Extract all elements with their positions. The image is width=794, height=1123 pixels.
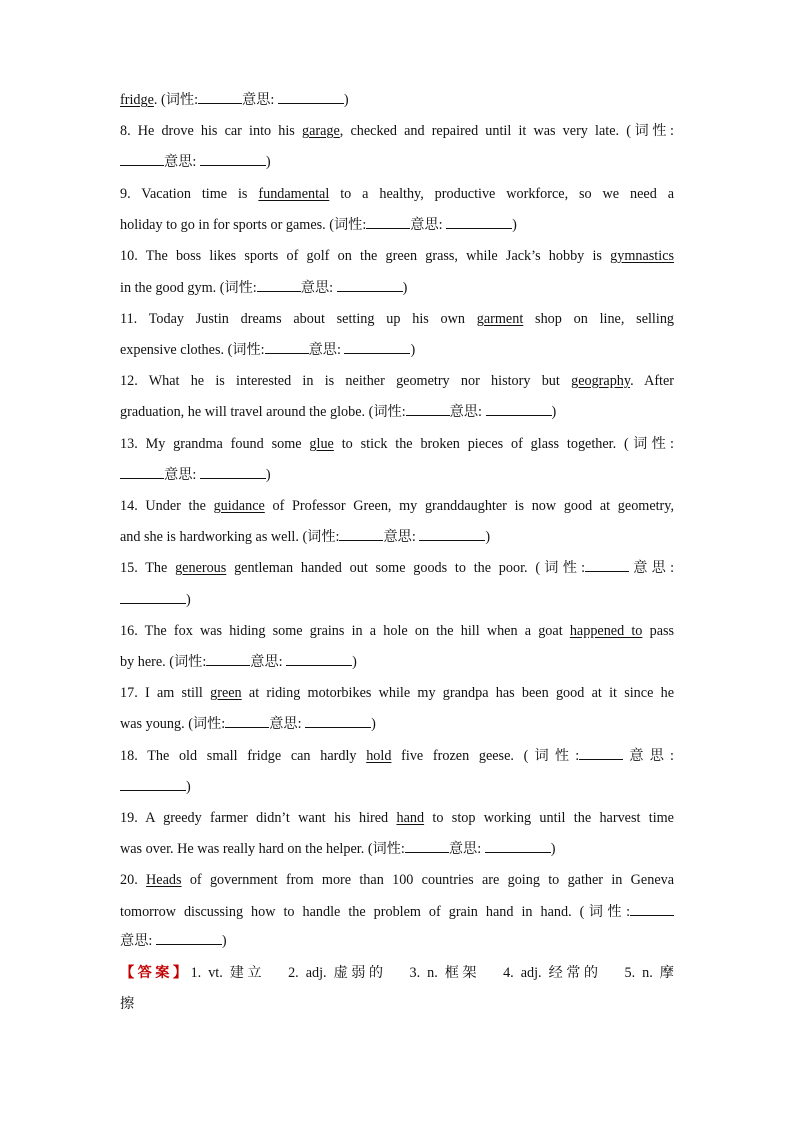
q14-line-1: 14. Under the guidance of Professor Green, my granddaughter is now good at geometry, bbox=[120, 498, 675, 514]
pos-label: (词性: bbox=[160, 92, 199, 108]
pos-label: (词性: bbox=[368, 404, 406, 420]
q8-line-1: 8. He drove his car into his garage, checked and repaired until it was very late. (词性: bbox=[120, 123, 675, 139]
answer-tag: 【答案】 bbox=[120, 965, 191, 981]
q16-word: happened to bbox=[569, 623, 643, 639]
q13-line-2: 意思: ) bbox=[120, 465, 674, 485]
meaning-label: 意思: bbox=[629, 560, 675, 576]
q15-line-1: 15. The generous gentleman handed out some goods to the poor. (词性: 意思: bbox=[120, 560, 675, 576]
pos-label: (词性: bbox=[169, 654, 207, 670]
meaning-label: 意思: bbox=[623, 748, 675, 764]
q13-line-1: 13. My grandma found some glue to stick the broken pieces of glass together. (词性: bbox=[120, 436, 675, 452]
q8-line-2: 意思: ) bbox=[120, 152, 674, 172]
answer-item: 4. adj. 经常的 bbox=[503, 965, 602, 981]
q17-line-1: 17. I am still green at riding motorbikes while my grandpa has been good at it since he bbox=[120, 685, 675, 701]
q14-word: guidance bbox=[213, 498, 265, 514]
q7-line-1: fridge. (词性: 意思: ) bbox=[120, 92, 349, 108]
meaning-blank[interactable] bbox=[485, 839, 551, 853]
pos-blank[interactable] bbox=[585, 558, 629, 572]
pos-label: (词性: bbox=[329, 217, 367, 233]
pos-blank[interactable] bbox=[120, 465, 164, 479]
q8-word: garage bbox=[301, 123, 340, 139]
meaning-label: 意思: bbox=[164, 154, 197, 170]
q10-word: gymnastics bbox=[610, 248, 675, 264]
meaning-label: 意思: bbox=[250, 654, 283, 670]
meaning-label: 意思: bbox=[120, 933, 153, 949]
pos-blank[interactable] bbox=[120, 152, 164, 166]
q17-line-2: was young. (词性: 意思: ) bbox=[120, 716, 376, 732]
meaning-blank[interactable] bbox=[286, 652, 352, 666]
meaning-blank[interactable] bbox=[120, 777, 186, 791]
meaning-blank[interactable] bbox=[120, 590, 186, 604]
pos-label: (词性: bbox=[624, 436, 675, 452]
pos-label: (词性: bbox=[626, 123, 675, 139]
pos-blank[interactable] bbox=[630, 902, 674, 916]
meaning-blank[interactable] bbox=[156, 931, 222, 945]
pos-label: (词性: bbox=[219, 280, 257, 296]
pos-label: (词性: bbox=[579, 904, 631, 920]
answer-item: 2. adj. 虚弱的 bbox=[288, 965, 387, 981]
pos-blank[interactable] bbox=[257, 278, 301, 292]
pos-label: (词性: bbox=[302, 529, 340, 545]
q9-line-2: holiday to go in for sports or games. (词性: 意思: ) bbox=[120, 217, 517, 233]
q18-word: hold bbox=[366, 748, 392, 764]
q19-line-1: 19. A greedy farmer didn’t want his hired hand to stop working until the harvest time bbox=[120, 810, 674, 826]
meaning-label: 意思: bbox=[269, 716, 302, 732]
meaning-label: 意思: bbox=[449, 404, 482, 420]
pos-label: (词性: bbox=[227, 342, 265, 358]
pos-blank[interactable] bbox=[579, 746, 623, 760]
q18-line-2: ) bbox=[120, 777, 674, 797]
meaning-blank[interactable] bbox=[446, 215, 512, 229]
meaning-blank[interactable] bbox=[486, 402, 552, 416]
pos-blank[interactable] bbox=[198, 90, 242, 104]
q20-line-1: 20. Heads of government from more than 100 countries are going to gather in Geneva bbox=[120, 872, 675, 888]
answer-item: 5. n. 摩 bbox=[624, 965, 674, 981]
q17-word: green bbox=[210, 685, 242, 701]
meaning-label: 意思: bbox=[448, 841, 482, 857]
q20-line-2: tomorrow discussing how to handle the problem of grain hand in hand. (词性: bbox=[120, 902, 674, 922]
q15-line-2: ) bbox=[120, 590, 674, 610]
answer-line-1 bbox=[120, 963, 674, 983]
pos-blank[interactable] bbox=[405, 839, 449, 853]
q20-word: Heads bbox=[146, 872, 182, 888]
q14-line-2: and she is hardworking as well. (词性: 意思: ) bbox=[120, 529, 491, 545]
q7-word: fridge bbox=[120, 92, 154, 108]
q20-line-3: 意思: ) bbox=[120, 933, 227, 949]
meaning-blank[interactable] bbox=[337, 278, 403, 292]
q18-line-1: 18. The old small fridge can hardly hold five frozen geese. (词性: 意思: bbox=[120, 748, 675, 764]
q10-line-2: in the good gym. (词性: 意思: ) bbox=[120, 280, 408, 296]
answer-wrap: 擦 bbox=[120, 996, 135, 1012]
q12-word: geography bbox=[571, 373, 631, 389]
q15-word: generous bbox=[175, 560, 227, 576]
q11-line-2: expensive clothes. (词性: 意思: ) bbox=[120, 342, 416, 358]
meaning-blank[interactable] bbox=[305, 714, 371, 728]
pos-blank[interactable] bbox=[366, 215, 410, 229]
pos-label: (词性: bbox=[188, 716, 226, 732]
pos-label: (词性: bbox=[367, 841, 405, 857]
pos-blank[interactable] bbox=[406, 402, 450, 416]
pos-label: (词性: bbox=[523, 748, 580, 764]
answer-line-2 bbox=[120, 994, 674, 1014]
meaning-label: 意思: bbox=[410, 217, 443, 233]
pos-label: (词性: bbox=[535, 560, 586, 576]
q16-line-1: 16. The fox was hiding some grains in a hole on the hill when a goat happened to pass bbox=[120, 623, 675, 639]
q19-line-2: was over. He was really hard on the helper. (词性: 意思: ) bbox=[120, 841, 556, 857]
q9-line-1: 9. Vacation time is fundamental to a healthy, productive workforce, so we need a bbox=[120, 186, 675, 202]
meaning-label: 意思: bbox=[308, 342, 341, 358]
q11-word: garment bbox=[476, 311, 524, 327]
q10-line-1: 10. The boss likes sports of golf on the green grass, while Jack’s hobby is gymnastics bbox=[120, 248, 675, 264]
meaning-blank[interactable] bbox=[200, 465, 266, 479]
q19-word: hand bbox=[396, 810, 425, 826]
answer-item: 1. vt. 建立 bbox=[190, 965, 266, 981]
meaning-label: 意思: bbox=[383, 529, 416, 545]
pos-blank[interactable] bbox=[225, 714, 269, 728]
meaning-label: 意思: bbox=[300, 280, 334, 296]
meaning-blank[interactable] bbox=[200, 152, 266, 166]
meaning-label: 意思: bbox=[164, 467, 197, 483]
q12-line-1: 12. What he is interested in is neither geometry nor history but geography. After bbox=[120, 373, 675, 389]
meaning-blank[interactable] bbox=[278, 90, 344, 104]
pos-blank[interactable] bbox=[206, 652, 250, 666]
q12-line-2: graduation, he will travel around the globe. (词性: 意思: ) bbox=[120, 404, 557, 420]
pos-blank[interactable] bbox=[265, 340, 309, 354]
q13-word: glue bbox=[309, 436, 334, 452]
meaning-label: 意思: bbox=[242, 92, 275, 108]
meaning-blank[interactable] bbox=[344, 340, 410, 354]
q16-line-2: by here. (词性: 意思: ) bbox=[120, 654, 357, 670]
meaning-blank[interactable] bbox=[419, 527, 485, 541]
answer-item: 3. n. 框架 bbox=[409, 965, 481, 981]
pos-blank[interactable] bbox=[339, 527, 383, 541]
q11-line-1: 11. Today Justin dreams about setting up his own garment shop on line, selling bbox=[120, 311, 675, 327]
q9-word: fundamental bbox=[258, 186, 330, 202]
